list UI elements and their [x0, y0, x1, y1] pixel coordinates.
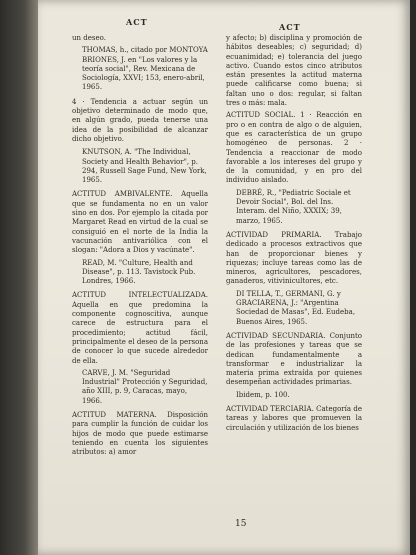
- paragraph: 4 · Tendencia a actuar según un objetivo determinado de modo que, en algún grado, pueda tenerse una idea de la posibilidad de alcanzar dicho objetivo.: [72, 97, 208, 143]
- dictionary-entry: ACTITUD MATERNA. Disposición para cumplir la función de cuidar los hijos de modo que puede estimarse teniendo en cuenta los siguientes atributos: a) amor: [72, 410, 208, 457]
- book-gutter: [0, 0, 40, 555]
- dictionary-entry: ACTITUD AMBIVALENTE. Aquella que se fundamenta no en un valor sino en dos. Por ejemplo la citada por Margaret Read en virtud de la cual se consiguió en el norte de la India la vacunación antivariólica con el slogan: "Adora a Dios y vacúnate".: [72, 190, 208, 255]
- reference: DEBRÉ, R., "Pediatric Sociale et Devoir Social", Bol. del Ins. Interam. del Niño, XXXIX; 39, marzo, 1965.: [236, 188, 351, 225]
- dictionary-entry: ACTITUD SOCIAL. 1 · Reacción en pro o en contra de algo o de alguien, que es característica de un grupo homogéneo de personas. 2 · Tendencia a reaccionar de modo favorable a los intereses del grupo y de la comunidad, y en pro del individuo aislado.: [226, 111, 362, 185]
- reference: KNUTSON, A. "The Individual, Society and Health Behavior", p. 294, Russell Sage Fund, New York, 1965.: [82, 148, 207, 185]
- reference: DI TELLA, T., GERMANI, G. y GRACIARENA, J.: "Argentina Sociedad de Masas", Ed. Eudeba, Buenos Aires, 1965.: [236, 289, 356, 326]
- paragraph: y afecto; b) disciplina y promoción de hábitos deseables; c) seguridad; d) ecuanimidad; e) tolerancia del juego activo. Cuando estos cinco atributos están presentes la actitud materna puede calificarse como buena; si faltan uno o dos: regular, si faltan tres o más: mala.: [226, 34, 362, 108]
- dictionary-entry: ACTIVIDAD TERCIARIA. Categoría de tareas y labores que promueven la circulación y utilización de los bienes: [226, 404, 362, 432]
- reference: THOMAS, h., citado por MONTOYA BRIONES, J. en "Los valores y la teoría social", Rev. Mexicana de Sociología, XXVI; 153, enero-abril, 1965.: [82, 46, 208, 92]
- reference: Ibidem, p. 100.: [236, 390, 290, 399]
- book-page: [38, 0, 410, 555]
- right-column: [226, 34, 362, 436]
- dictionary-entry: ACTIVIDAD PRIMARIA. Trabajo dedicado a procesos extractivos que han de proporcionar bienes y riquezas; incluye tareas como las de mineros, agricultores, pescadores, ganaderos, vitivinicultores, etc.: [226, 230, 362, 286]
- running-head-left: ACT: [126, 17, 148, 27]
- dictionary-entry: ACTITUD INTELECTUALIZADA. Aquella en que predomina la componente cognoscitiva, aunque carece de estructura para el procedimiento; actitud fácil, principalmente el deseo de la persona de conocer lo que sucede alrededor de ella.: [72, 291, 208, 365]
- reference: CARVE, J. M. "Seguridad Industrial" Protección y Seguridad, año XIII, p. 9, Caracas, mayo, 1966.: [82, 368, 208, 405]
- dictionary-entry: ACTIVIDAD SECUNDARIA. Conjunto de las profesiones y tareas que se dedican fundamentalmente a transformar e industrializar la materia prima extraída por quienes desempeñan actividades primarias.: [226, 331, 362, 387]
- left-column: [72, 34, 208, 460]
- running-head-right: ACT: [279, 22, 301, 32]
- page-number: 15: [235, 519, 247, 529]
- book-edge: [410, 0, 416, 555]
- paragraph: un deseo.: [72, 34, 106, 42]
- reference: READ, M. "Culture, Health and Disease", p. 113. Tavistock Pub. Londres, 1966.: [82, 258, 196, 286]
